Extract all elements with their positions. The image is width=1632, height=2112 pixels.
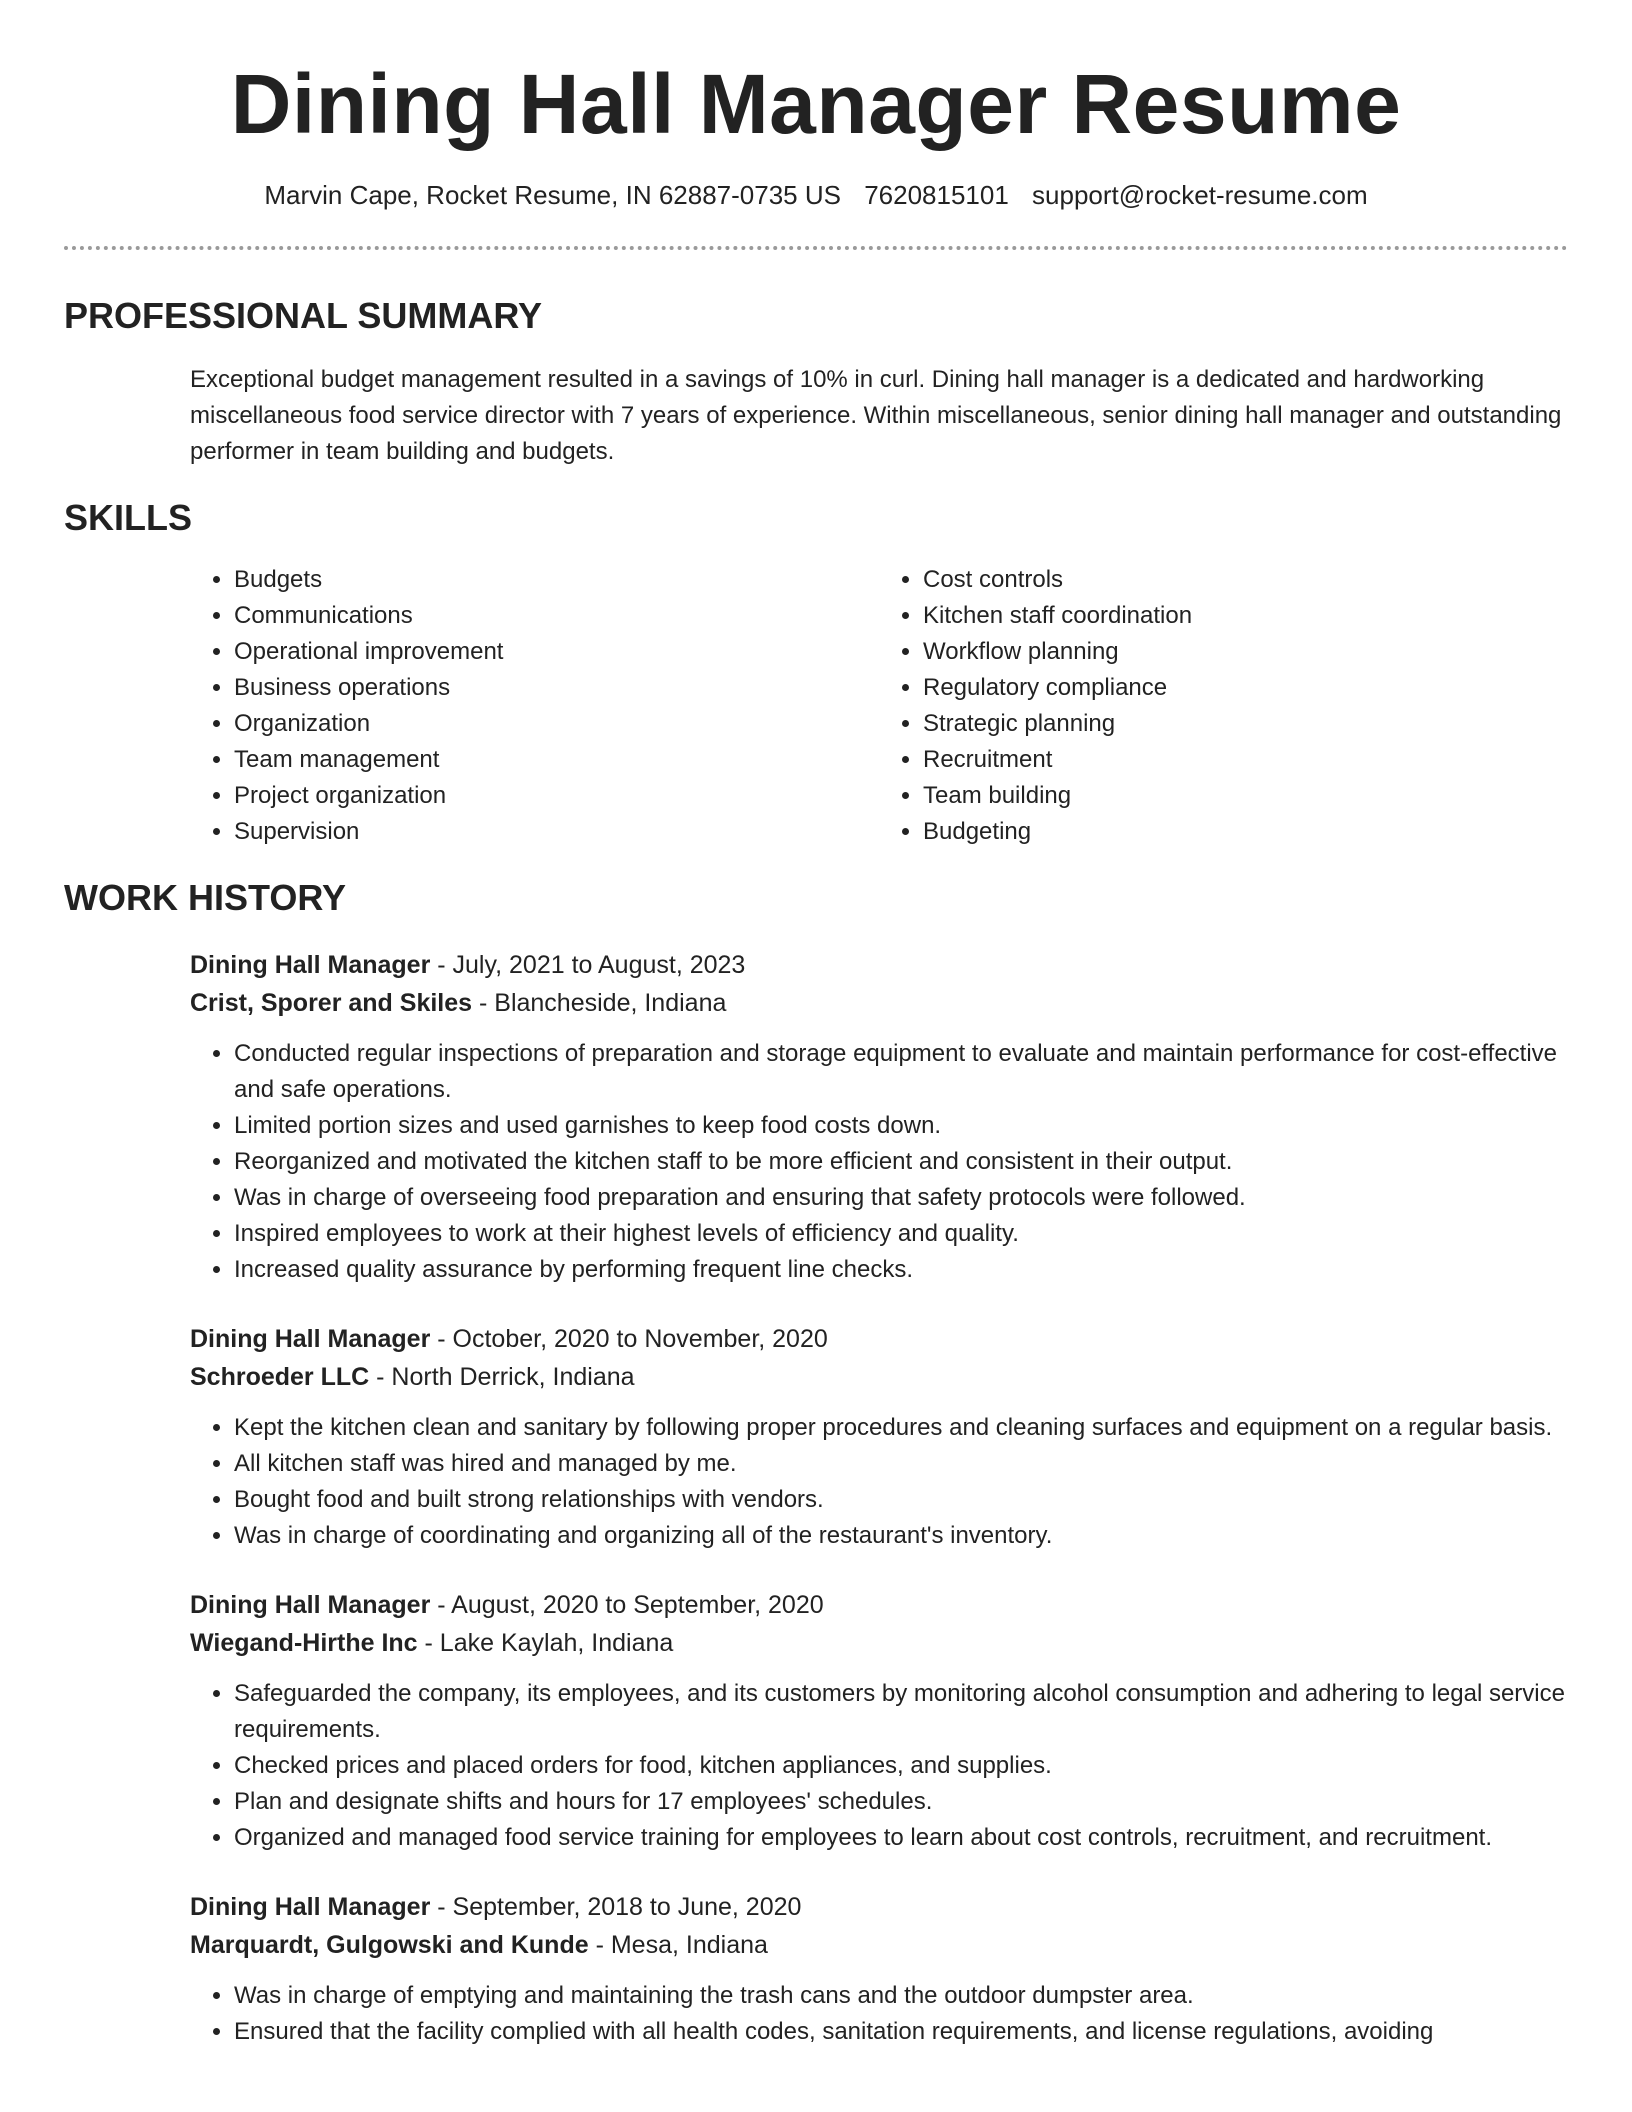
- job-bullet-list: [190, 1676, 1574, 1856]
- job-company: Crist, Sporer and Skiles: [190, 989, 473, 1017]
- contact-email: support@rocket-resume.com: [1032, 180, 1368, 210]
- skills-list-right: [879, 562, 1568, 850]
- skill-item: • Workflow planning: [923, 634, 1568, 670]
- contact-address: Marvin Cape, Rocket Resume, IN 62887-0735 US: [264, 180, 841, 210]
- skill-item: • Recruitment: [923, 742, 1568, 778]
- skills-grid: [190, 562, 1568, 850]
- job-entry: [190, 1320, 1568, 1554]
- skills-heading: SKILLS: [64, 497, 193, 538]
- job-entry: [190, 1586, 1568, 1856]
- job-bullet: • Was in charge of overseeing food preparation and ensuring that safety protocols were followed.: [234, 1180, 1574, 1216]
- job-bullet: • Conducted regular inspections of preparation and storage equipment to evaluate and maintain performance for cost-effective and safe operations.: [234, 1036, 1574, 1108]
- skills-list-left: [190, 562, 879, 850]
- skill-item: • Budgets: [234, 562, 879, 598]
- skill-item: • Cost controls: [923, 562, 1568, 598]
- job-title: Dining Hall Manager: [190, 951, 431, 979]
- job-bullet-list: [190, 1410, 1574, 1554]
- resume-page: [64, 0, 1568, 2050]
- job-bullet: • Bought food and built strong relationships with vendors.: [234, 1482, 1574, 1518]
- job-title: Dining Hall Manager: [190, 1325, 431, 1353]
- job-bullet: • Reorganized and motivated the kitchen staff to be more efficient and consistent in their output.: [234, 1144, 1574, 1180]
- job-company-line: [190, 984, 1568, 1022]
- job-bullet: • Safeguarded the company, its employees, and its customers by monitoring alcohol consumption and adhering to legal service requirements.: [234, 1676, 1574, 1748]
- skill-item: • Regulatory compliance: [923, 670, 1568, 706]
- skill-item: • Kitchen staff coordination: [923, 598, 1568, 634]
- job-bullet: • Increased quality assurance by performing frequent line checks.: [234, 1252, 1574, 1288]
- job-company-line: [190, 1624, 1568, 1662]
- contact-line: [64, 180, 1568, 210]
- contact-phone: 7620815101: [864, 180, 1009, 210]
- job-company: Marquardt, Gulgowski and Kunde: [190, 1931, 589, 1959]
- skill-item: • Strategic planning: [923, 706, 1568, 742]
- job-location: - Mesa, Indiana: [588, 1931, 768, 1959]
- job-title-line: [190, 946, 1568, 984]
- job-company-line: [190, 1926, 1568, 1964]
- skill-item: • Communications: [234, 598, 879, 634]
- header-divider: [64, 246, 1568, 250]
- job-entry: [190, 1888, 1568, 2050]
- skill-item: • Organization: [234, 706, 879, 742]
- job-bullet: • Limited portion sizes and used garnishes to keep food costs down.: [234, 1108, 1574, 1144]
- job-title: Dining Hall Manager: [190, 1591, 431, 1619]
- skill-item: • Team building: [923, 778, 1568, 814]
- job-dates: - August, 2020 to September, 2020: [430, 1591, 824, 1619]
- job-bullet: • Checked prices and placed orders for food, kitchen appliances, and supplies.: [234, 1748, 1574, 1784]
- job-title-line: [190, 1888, 1568, 1926]
- job-title: Dining Hall Manager: [190, 1893, 431, 1921]
- resume-title: Dining Hall Manager Resume: [230, 57, 1402, 151]
- job-bullet: • Was in charge of coordinating and organizing all of the restaurant's inventory.: [234, 1518, 1574, 1554]
- job-bullet: • Plan and designate shifts and hours for 17 employees' schedules.: [234, 1784, 1574, 1820]
- job-location: - Lake Kaylah, Indiana: [417, 1629, 674, 1657]
- job-dates: - October, 2020 to November, 2020: [430, 1325, 828, 1353]
- job-bullet: • Kept the kitchen clean and sanitary by following proper procedures and cleaning surfaces and equipment on a regular basis.: [234, 1410, 1574, 1446]
- job-entry: [190, 946, 1568, 1288]
- job-title-line: [190, 1586, 1568, 1624]
- job-location: - Blancheside, Indiana: [472, 989, 727, 1017]
- job-dates: - September, 2018 to June, 2020: [430, 1893, 802, 1921]
- skill-item: • Team management: [234, 742, 879, 778]
- job-bullet-list: [190, 1978, 1574, 2050]
- job-bullet: • Was in charge of emptying and maintaining the trash cans and the outdoor dumpster area.: [234, 1978, 1574, 2014]
- job-dates: - July, 2021 to August, 2023: [430, 951, 746, 979]
- skill-item: • Operational improvement: [234, 634, 879, 670]
- summary-heading: PROFESSIONAL SUMMARY: [64, 295, 543, 336]
- work-history-heading: WORK HISTORY: [64, 877, 347, 918]
- job-company-line: [190, 1358, 1568, 1396]
- skill-item: • Business operations: [234, 670, 879, 706]
- job-company: Schroeder LLC: [190, 1363, 370, 1391]
- job-bullet: • Organized and managed food service training for employees to learn about cost controls, recruitment, and recruitment.: [234, 1820, 1574, 1856]
- job-bullet: • Ensured that the facility complied with all health codes, sanitation requirements, and license regulations, avoiding: [234, 2014, 1574, 2050]
- summary-text: Exceptional budget management resulted in a savings of 10% in curl. Dining hall manager is a dedicated and hardworking miscellaneous food service director with 7 years of experience. Within miscellaneous, senior dining hall manager and outstanding performer in team building and budgets.: [190, 366, 1562, 465]
- job-company: Wiegand-Hirthe Inc: [190, 1629, 418, 1657]
- skill-item: • Budgeting: [923, 814, 1568, 850]
- job-bullet: • Inspired employees to work at their highest levels of efficiency and quality.: [234, 1216, 1574, 1252]
- job-bullet-list: [190, 1036, 1574, 1288]
- job-location: - North Derrick, Indiana: [369, 1363, 635, 1391]
- skill-item: • Supervision: [234, 814, 879, 850]
- job-title-line: [190, 1320, 1568, 1358]
- skill-item: • Project organization: [234, 778, 879, 814]
- job-bullet: • All kitchen staff was hired and managed by me.: [234, 1446, 1574, 1482]
